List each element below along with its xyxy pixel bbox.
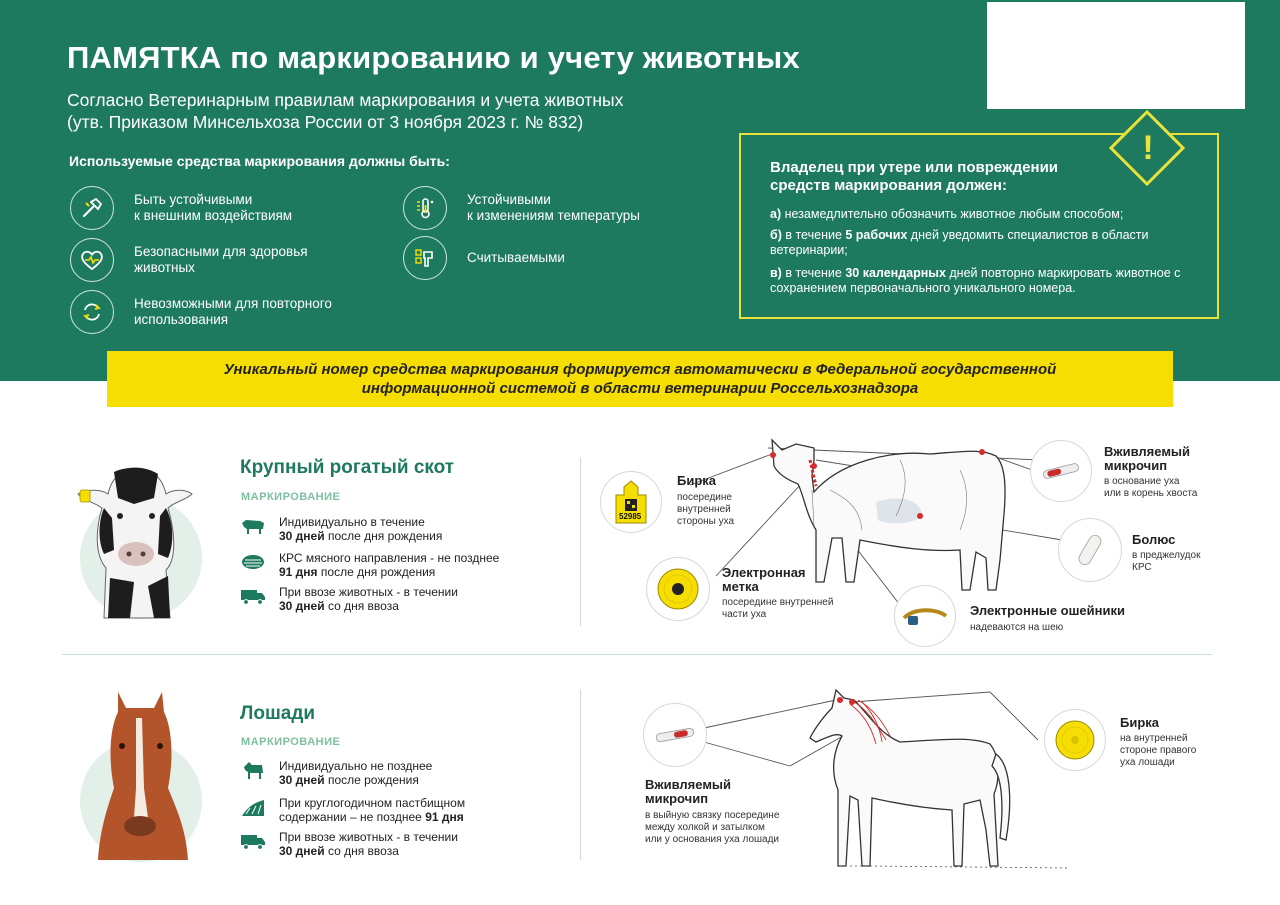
vertical-divider xyxy=(580,690,581,860)
horse-tag-title: Бирка xyxy=(1120,715,1160,730)
desc-line: внутренней xyxy=(677,504,731,515)
rule-emphasis: 30 дней xyxy=(279,773,325,787)
desc-line: на внутренней xyxy=(1120,733,1188,744)
requirement-line: к внешним воздействиям xyxy=(134,208,293,223)
horse-tag-callout-icon xyxy=(1044,709,1106,771)
title-line: Вживляемый xyxy=(1104,444,1191,459)
rule-line: Индивидуально в течение xyxy=(279,515,425,529)
rule-line xyxy=(279,844,458,858)
title-line: Вживляемый xyxy=(645,777,732,792)
warning-text: дней уведомить специалистов в области ветеринарии; xyxy=(770,228,1149,257)
recycle-icon xyxy=(70,290,114,334)
requirement-line: использования xyxy=(134,312,229,327)
requirement-text xyxy=(134,296,374,328)
collar-callout-icon xyxy=(894,585,956,647)
cattle-marking-label: МАРКИРОВАНИЕ xyxy=(241,491,341,503)
cattle-rule-text xyxy=(279,515,442,543)
rule-text-part: после дня рождения xyxy=(324,529,443,543)
truck-icon xyxy=(240,830,266,852)
warning-emphasis: 5 рабочих xyxy=(845,228,908,242)
warning-item xyxy=(770,207,1200,222)
title-line: микрочип xyxy=(1104,458,1168,473)
desc-line: стороны уха xyxy=(677,516,735,527)
requirement-text xyxy=(134,244,374,276)
desc-line: КРС xyxy=(1132,562,1152,573)
horse-rule-text xyxy=(279,830,458,858)
ear-tag-description xyxy=(677,492,734,528)
bolus-description xyxy=(1132,550,1200,574)
requirement-item xyxy=(403,236,707,280)
cow-photo xyxy=(74,458,194,620)
title-lead: ПАМЯТКА xyxy=(67,40,222,75)
horse-rule-text xyxy=(279,796,465,824)
cattle-rule xyxy=(240,551,499,579)
rule-text-part: после дня рождения xyxy=(317,565,436,579)
page-subtitle xyxy=(67,89,623,133)
warning-text: в течение xyxy=(781,228,846,242)
horses-marking-label: МАРКИРОВАНИЕ xyxy=(241,736,341,748)
requirement-text xyxy=(467,250,707,266)
requirement-line: Устойчивыми xyxy=(467,192,551,207)
ear-tag-number: 52985 xyxy=(619,512,642,521)
desc-line: в преджелудок xyxy=(1132,550,1201,561)
rule-line xyxy=(279,773,432,787)
rule-line: Индивидуально не позднее xyxy=(279,759,433,773)
logo-placeholder xyxy=(987,2,1245,109)
electronic-tag-description xyxy=(722,597,833,621)
warning-item xyxy=(770,266,1202,296)
warning-prefix: в) xyxy=(770,266,782,280)
horse-microchip-description xyxy=(645,810,779,846)
cattle-microchip-title xyxy=(1104,445,1190,473)
thermometer-icon xyxy=(403,186,447,230)
meat-icon xyxy=(240,551,266,573)
title-rest: по маркированию и учету животных xyxy=(230,40,800,75)
ear-tag-title: Бирка xyxy=(677,473,717,488)
requirement-item xyxy=(70,186,374,230)
horse-microchip-title xyxy=(645,778,731,806)
cow-icon xyxy=(240,515,266,537)
requirement-line: Безопасными для здоровья xyxy=(134,244,308,259)
desc-line: посередине xyxy=(677,492,732,503)
rule-text-part: после рождения xyxy=(324,773,419,787)
rule-emphasis: 30 дней xyxy=(279,529,325,543)
subtitle-line: (утв. Приказом Минсельхоза России от 3 ноября 2023 г. № 832) xyxy=(67,112,584,132)
horse-photo xyxy=(92,688,192,863)
horse-rule xyxy=(240,759,432,787)
warning-text: дней повторно маркировать животное с сохранением первоначального уникального номера. xyxy=(770,266,1181,295)
rule-text-part: со дня ввоза xyxy=(324,599,399,613)
banner-line: информационной системой в области ветеринарии Россельхознадзора xyxy=(361,380,919,397)
rule-emphasis: 91 дня xyxy=(425,810,464,824)
warning-text: незамедлительно обозначить животное любым способом; xyxy=(781,207,1124,221)
cattle-title: Крупный рогатый скот xyxy=(240,457,455,478)
desc-line: или у основания уха лошади xyxy=(645,834,780,845)
warning-emphasis: 30 календарных xyxy=(845,266,946,280)
requirement-line: к изменениям температуры xyxy=(467,208,640,223)
subtitle-line: Согласно Ветеринарным правилам маркирования и учета животных xyxy=(67,90,624,110)
rule-line xyxy=(279,529,442,543)
requirement-line: Считываемыми xyxy=(467,250,565,265)
horse-rule xyxy=(240,830,458,858)
requirement-line: Быть устойчивыми xyxy=(134,192,253,207)
rule-text-part: содержании – не позднее xyxy=(279,810,426,824)
pasture-icon xyxy=(240,796,266,818)
horse-icon xyxy=(240,759,266,781)
desc-line: в основание уха xyxy=(1104,476,1180,487)
requirement-text xyxy=(134,192,374,224)
cattle-rule-text xyxy=(279,585,458,613)
cattle-microchip-description xyxy=(1104,476,1197,500)
requirements-heading: Используемые средства маркирования должны быть: xyxy=(69,153,450,169)
desc-line: части уха xyxy=(722,609,767,620)
warning-item xyxy=(770,228,1195,258)
requirement-item xyxy=(70,290,374,334)
rule-line: При ввозе животных - в течении xyxy=(279,585,458,599)
microchip-callout-icon xyxy=(1030,440,1092,502)
rule-line: При круглогодичном пастбищном xyxy=(279,796,466,810)
collar-description: надеваются на шею xyxy=(970,622,1064,633)
title-line: метка xyxy=(722,579,759,594)
rule-line xyxy=(279,810,465,824)
page-title xyxy=(67,40,800,76)
requirement-item xyxy=(70,238,374,282)
cattle-rule xyxy=(240,515,442,543)
desc-line: или в корень хвоста xyxy=(1104,488,1198,499)
rule-emphasis: 30 дней xyxy=(279,844,325,858)
requirement-line: Невозможными для повторного xyxy=(134,296,332,311)
horse-rule xyxy=(240,796,465,824)
scanner-icon xyxy=(403,236,447,280)
desc-line: уха лошади xyxy=(1120,757,1175,768)
warning-mark: ! xyxy=(1142,129,1154,167)
rule-line xyxy=(279,599,458,613)
horse-rule-text xyxy=(279,759,432,787)
requirement-item xyxy=(403,186,697,230)
warning-prefix: б) xyxy=(770,228,782,242)
rule-line: КРС мясного направления - не позднее xyxy=(279,551,500,565)
desc-line: между холкой и затылком xyxy=(645,822,765,833)
rule-line: При ввозе животных - в течении xyxy=(279,830,458,844)
electronic-tag-callout-icon xyxy=(646,557,710,621)
horse-tag-description xyxy=(1120,733,1196,769)
collar-title: Электронные ошейники xyxy=(970,603,1125,618)
warning-heading-line: Владелец при утере или повреждении xyxy=(770,159,1059,176)
ear-tag-callout-icon xyxy=(600,471,662,533)
requirement-line: животных xyxy=(134,260,195,275)
cattle-rule xyxy=(240,585,458,613)
rule-emphasis: 30 дней xyxy=(279,599,325,613)
warning-heading-line: средств маркирования должен: xyxy=(770,177,1007,194)
banner-line: Уникальный номер средства маркирования формируется автоматически в Федеральной государственной xyxy=(223,361,1057,378)
section-divider xyxy=(62,654,1212,655)
title-line: микрочип xyxy=(645,791,709,806)
electronic-tag-title xyxy=(722,566,806,594)
desc-line: посередине внутренней xyxy=(722,597,834,608)
rule-line xyxy=(279,565,499,579)
requirement-text xyxy=(467,192,697,224)
warning-prefix: а) xyxy=(770,207,782,221)
warning-heading xyxy=(770,159,1110,195)
bolus-callout-icon xyxy=(1058,518,1122,582)
horses-title: Лошади xyxy=(240,703,316,724)
info-banner xyxy=(107,351,1173,407)
rule-emphasis: 91 дня xyxy=(279,565,318,579)
title-line: Электронная xyxy=(722,565,806,580)
vertical-divider xyxy=(580,458,581,626)
desc-line: в выйную связку посередине xyxy=(645,810,780,821)
horse-microchip-callout-icon xyxy=(643,703,707,767)
warning-text: в течение xyxy=(781,266,846,280)
hammer-icon xyxy=(70,186,114,230)
cattle-rule-text xyxy=(279,551,499,579)
heart-pulse-icon xyxy=(70,238,114,282)
desc-line: стороне правого xyxy=(1120,745,1197,756)
rule-text-part: со дня ввоза xyxy=(324,844,399,858)
truck-icon xyxy=(240,585,266,607)
bolus-title: Болюс xyxy=(1132,532,1176,547)
